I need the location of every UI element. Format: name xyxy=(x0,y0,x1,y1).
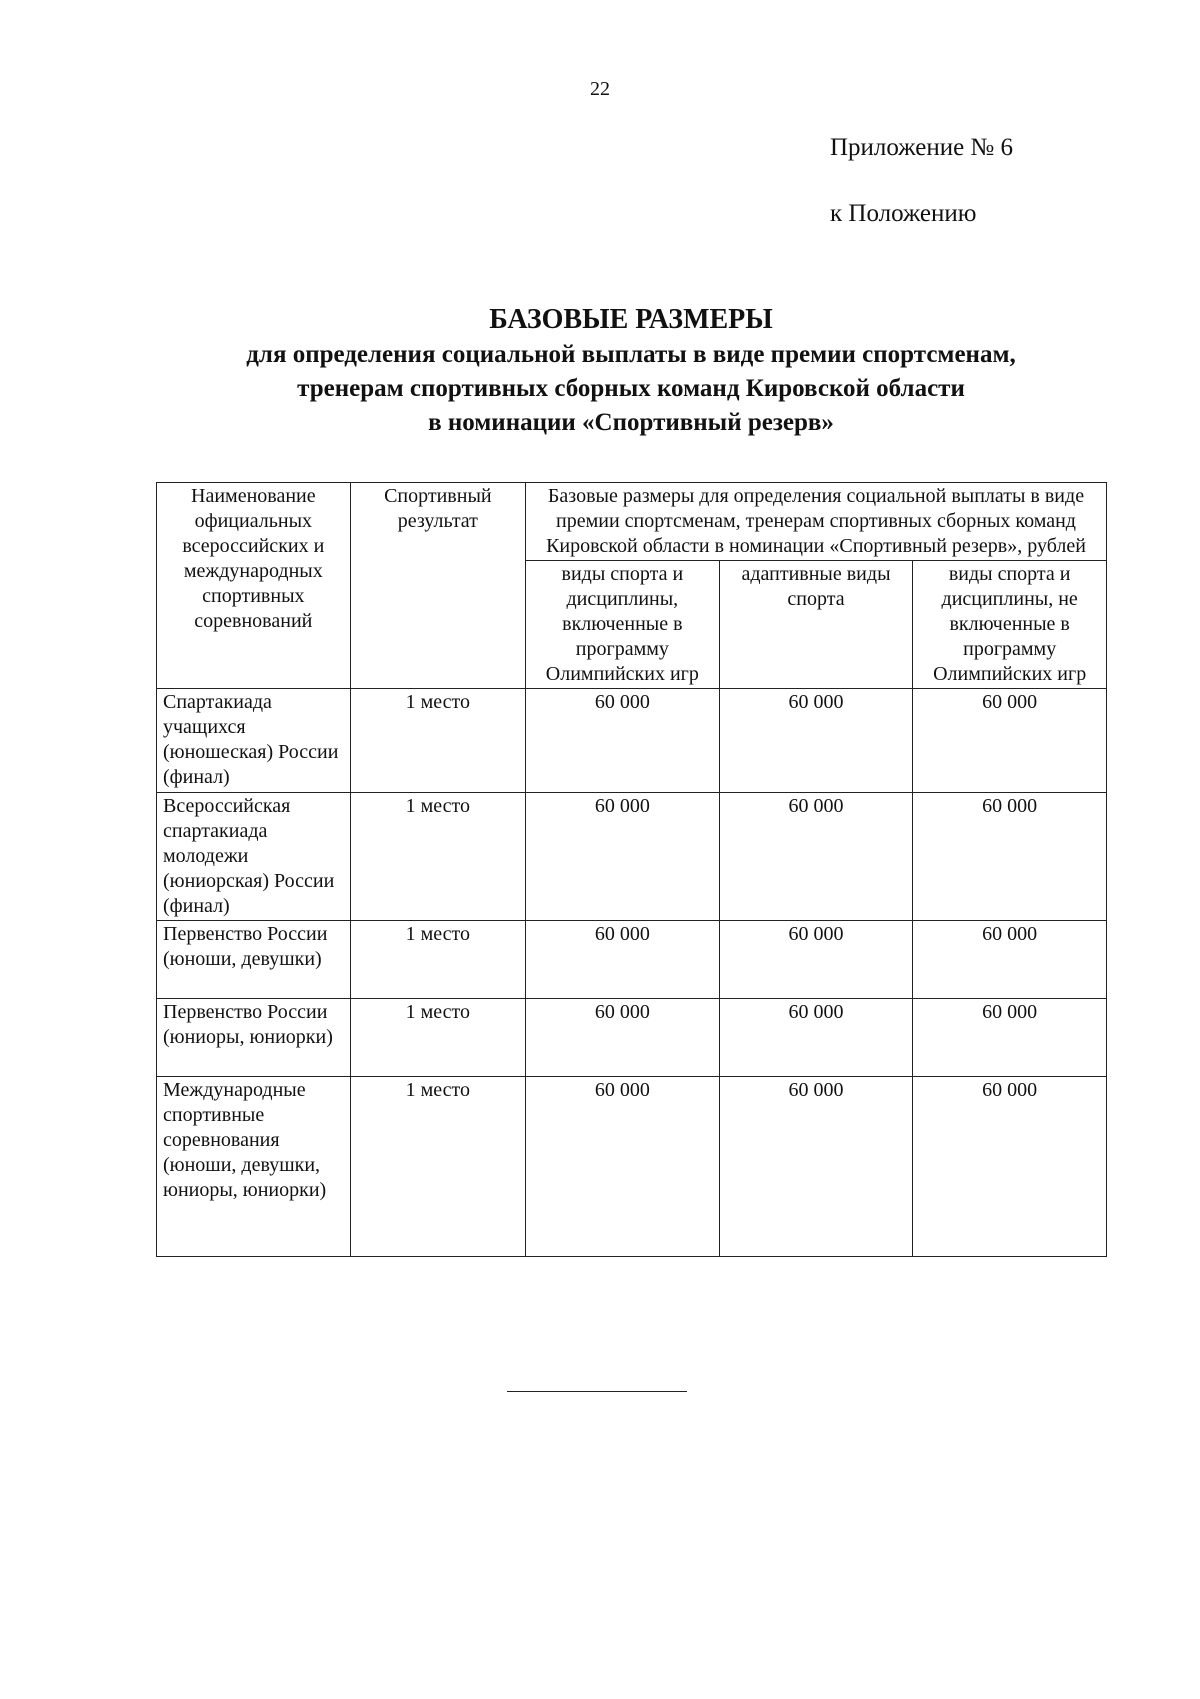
row-olympic-amount: 60 000 xyxy=(526,999,720,1077)
document-subtitle-line-2: тренерам спортивных сборных команд Кировской области xyxy=(297,375,965,402)
row-result: 1 место xyxy=(350,921,525,999)
document-subtitle-line-3: в номинации «Спортивный резерв» xyxy=(428,409,834,436)
row-olympic-amount: 60 000 xyxy=(526,793,720,921)
row-adaptive-amount: 60 000 xyxy=(719,793,913,921)
row-adaptive-amount: 60 000 xyxy=(719,921,913,999)
row-adaptive-amount: 60 000 xyxy=(719,689,913,793)
table-row xyxy=(157,921,1107,999)
row-result: 1 место xyxy=(350,1077,525,1257)
table-row xyxy=(157,1077,1107,1257)
header-olympic-sports: виды спорта и дисциплины, включенные в программу Олимпийских игр xyxy=(526,561,720,689)
header-non-olympic-sports: виды спорта и дисциплины, не включенные в программу Олимпийских игр xyxy=(913,561,1107,689)
row-non-olympic-amount: 60 000 xyxy=(913,1077,1107,1257)
row-result: 1 место xyxy=(350,793,525,921)
row-competition-name: Спартакиада учащихся (юношеская) России (финал) xyxy=(157,689,351,793)
page-number: 22 xyxy=(590,78,610,100)
row-non-olympic-amount: 60 000 xyxy=(913,793,1107,921)
row-competition-name: Первенство России (юноши, девушки) xyxy=(157,921,351,999)
document-title-block xyxy=(0,302,1200,440)
header-base-amounts: Базовые размеры для определения социальной выплаты в виде премии спортсменам, тренерам спортивных сборных команд Кировской области в номинации «Спортивный резерв», рублей xyxy=(526,483,1107,561)
annex-label: Приложение № 6 xyxy=(830,134,1014,161)
table-header-row xyxy=(157,483,1107,561)
header-competition-name: Наименование официальных всероссийских и международных спортивных соревнований xyxy=(157,483,351,689)
row-olympic-amount: 60 000 xyxy=(526,1077,720,1257)
table-row xyxy=(157,793,1107,921)
document-title: БАЗОВЫЕ РАЗМЕРЫ xyxy=(489,304,773,335)
rates-table xyxy=(156,482,1107,1257)
row-non-olympic-amount: 60 000 xyxy=(913,999,1107,1077)
row-adaptive-amount: 60 000 xyxy=(719,1077,913,1257)
row-competition-name: Международные спортивные соревнования (юноши, девушки, юниоры, юниорки) xyxy=(157,1077,351,1257)
row-result: 1 место xyxy=(350,999,525,1077)
header-adaptive-sports: адаптивные виды спорта xyxy=(719,561,913,689)
row-olympic-amount: 60 000 xyxy=(526,689,720,793)
annex-block xyxy=(830,133,1013,229)
table-row xyxy=(157,689,1107,793)
document-subtitle-line-1: для определения социальной выплаты в виде премии спортсменам, xyxy=(246,341,1016,368)
annex-reference: к Положению xyxy=(830,200,977,227)
closing-rule xyxy=(507,1391,687,1392)
row-competition-name: Всероссийская спартакиада молодежи (юниорская) России (финал) xyxy=(157,793,351,921)
row-non-olympic-amount: 60 000 xyxy=(913,689,1107,793)
row-non-olympic-amount: 60 000 xyxy=(913,921,1107,999)
row-olympic-amount: 60 000 xyxy=(526,921,720,999)
table-row xyxy=(157,999,1107,1077)
header-sport-result: Спортивный результат xyxy=(350,483,525,689)
row-adaptive-amount: 60 000 xyxy=(719,999,913,1077)
row-competition-name: Первенство России (юниоры, юниорки) xyxy=(157,999,351,1077)
row-result: 1 место xyxy=(350,689,525,793)
